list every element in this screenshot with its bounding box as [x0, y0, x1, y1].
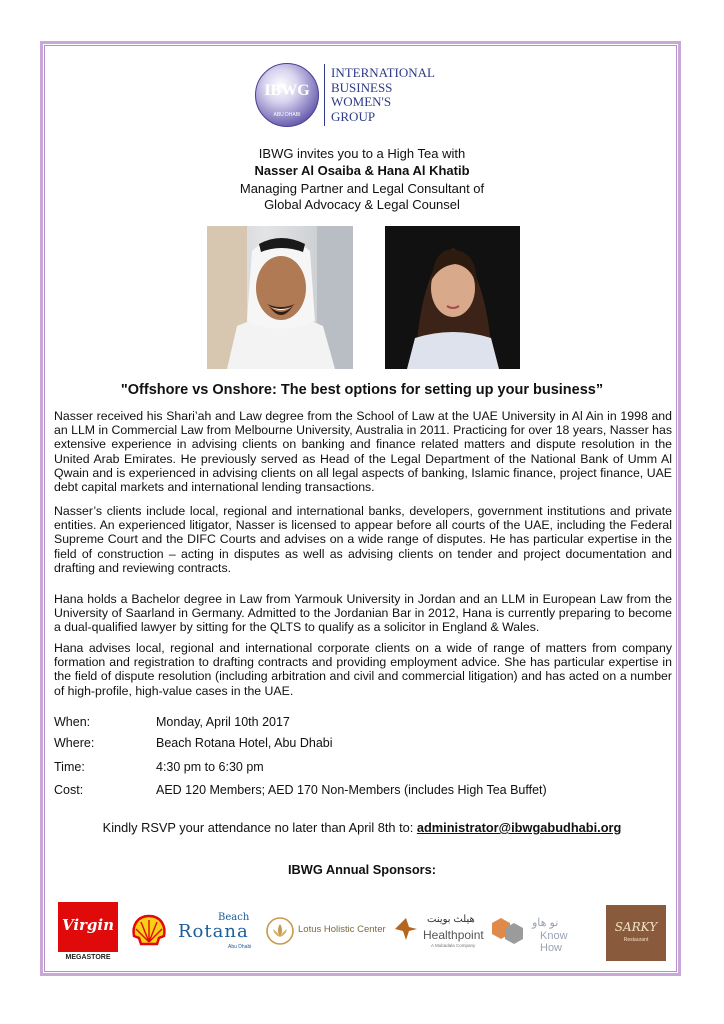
rsvp-line [60, 820, 664, 835]
virgin-word: Virgin [61, 916, 115, 934]
sponsor-healthpoint [393, 912, 483, 952]
bio-paragraph: Nasser received his Shari’ah and Law degree from the School of Law at the UAE University in Al Ain in 1998 and an LLM in Commercial Law from Melbourne University, Australia in 2011. Practicing for over 18 years, Nasser has extensive experience in advising clients on banking and finance related matters and dispute resolution in the United Arab Emirates. He previously served as Head of the Legal Department of the National Bank of Umm Al Qwain and is experienced in advising clients on all legal aspects of banking, Islamic finance, project finance, UAE debt capital markets and international lending transactions. [54, 409, 672, 495]
detail-value-where: Beach Rotana Hotel, Abu Dhabi [156, 736, 333, 750]
sponsor-virgin-megastore [58, 902, 118, 964]
bio-paragraph: Hana advises local, regional and international corporate clients on a wide of range of matters from company formation and registration to drafting contracts and providing employment advice. She has particular expertise in the field of dispute resolution (including arbitration and civil and commercial litigation) and has acted on a number of high-profile, high-value cases in the UAE. [54, 641, 672, 698]
rotana-main: Rotana [178, 921, 249, 942]
invite-intro: IBWG invites you to a High Tea with [258, 146, 466, 161]
logo-name-line: GROUP [331, 108, 376, 124]
rotana-sub: Abu Dhabi [228, 944, 252, 950]
rsvp-email-link[interactable]: administrator@ibwgabudhabi.org [416, 820, 622, 835]
logo-name [331, 66, 451, 124]
speaker-photo-nasser [207, 226, 353, 369]
logo-name-line: WOMEN'S [331, 94, 392, 109]
detail-label-where: Where: [54, 736, 95, 750]
logo-name-line: INTERNATIONAL [331, 65, 435, 80]
detail-value-when: Monday, April 10th 2017 [156, 715, 290, 729]
logo-subtext: ABU DHABI [273, 112, 301, 118]
lotus-name: Lotus Holistic Center [298, 924, 386, 935]
sarky-sub: Restaurant [623, 937, 649, 943]
know-how-name: Know How [540, 930, 568, 954]
speaker-names: Nasser Al Osaiba & Hana Al Khatib [254, 163, 470, 178]
healthpoint-sub: A Mubadala Company [431, 943, 476, 948]
bio-paragraph: Hana holds a Bachelor degree in Law from Yarmouk University in Jordan and an LLM in European Law from the University of Saarland in Germany. Admitted to the Jordanian Bar in 2012, Hana is currently preparing to become a dual-qualified lawyer by sitting for the QLTS to qualify as a solicitor in England & Wales. [54, 592, 672, 635]
rsvp-text: Kindly RSVP your attendance no later than April 8th to: [102, 820, 417, 835]
ibwg-logo [252, 60, 452, 130]
know-how-arabic: نو هاو [532, 917, 559, 929]
speaker-photo-hana [385, 226, 520, 369]
sponsors-title: IBWG Annual Sponsors: [287, 862, 437, 877]
detail-value-cost: AED 120 Members; AED 170 Non-Members (includes High Tea Buffet) [156, 783, 547, 797]
man-portrait-icon [207, 226, 353, 369]
woman-portrait-icon [385, 226, 520, 369]
shell-logo-icon [131, 914, 167, 948]
logo-abbr: IBWG [264, 82, 310, 99]
speaker-role-line-2: Global Advocacy & Legal Counsel [264, 197, 460, 212]
healthpoint-arabic: هيلث بوينت [427, 914, 475, 925]
virgin-sub: MEGASTORE [65, 954, 111, 961]
sponsor-sarky [606, 905, 666, 961]
detail-label-cost: Cost: [54, 783, 84, 797]
lotus-logo-icon [265, 916, 295, 946]
detail-label-when: When: [54, 715, 91, 729]
sponsor-know-how [492, 916, 592, 954]
sponsor-lotus [265, 916, 385, 946]
logo-name-line: BUSINESS [331, 79, 393, 95]
sponsor-shell [131, 914, 167, 948]
speaker-role-line-1: Managing Partner and Legal Consultant of [239, 181, 485, 196]
sponsor-beach-rotana [178, 912, 258, 952]
detail-value-time: 4:30 pm to 6:30 pm [156, 760, 264, 774]
detail-label-time: Time: [54, 760, 85, 774]
sarky-name: SARKY [614, 920, 658, 934]
healthpoint-name: Healthpoint [423, 928, 484, 942]
rotana-top: Beach [218, 912, 250, 923]
healthpoint-logo-icon [393, 916, 419, 942]
logo-divider [324, 64, 325, 126]
bio-paragraph: Nasser’s clients include local, regional and international banks, developers, government institutions and private entities. An experienced litigator, Nasser is licensed to appear before all courts of the UAE, including the Federal Supreme Court and the DIFC Courts and advises on a wide range of disputes. He has particular expertise in the field of construction – acting in disputes as well as advising clients on tender and project documentation and drafting and reviewing contracts. [54, 504, 672, 575]
know-how-logo-icon [492, 916, 526, 946]
talk-title: "Offshore vs Onshore: The best options for setting up your business” [120, 382, 604, 398]
